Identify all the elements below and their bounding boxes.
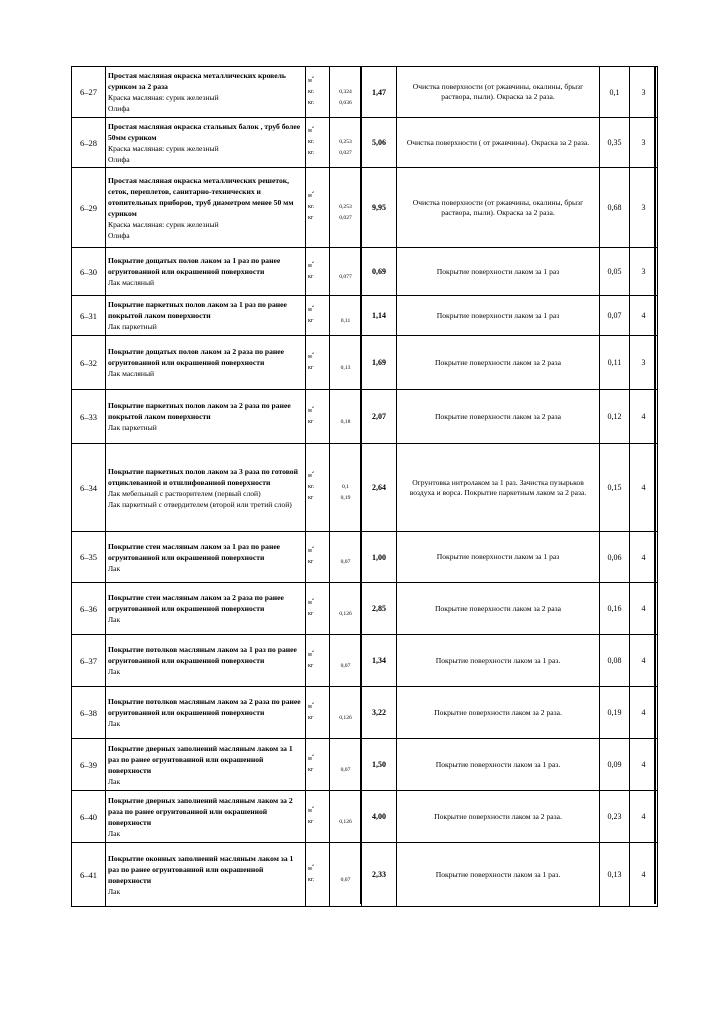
rate-code: 6–39 xyxy=(72,739,106,791)
unit-measure-exponent: 2 xyxy=(311,260,315,264)
labor-hours: 0,08 xyxy=(600,635,630,687)
rate-code: 6–38 xyxy=(72,687,106,739)
material-norm: 0,126 xyxy=(339,610,352,617)
material-norm: 0,07 xyxy=(340,559,351,565)
unit-column xyxy=(306,118,330,168)
norm-spacer xyxy=(330,754,361,765)
rate-price: 1,69 xyxy=(362,336,397,390)
rate-price: 1,00 xyxy=(362,532,397,583)
unit-measure-exponent: 2 xyxy=(311,75,315,79)
work-description xyxy=(106,248,306,296)
labor-hours: 0,23 xyxy=(600,791,630,843)
table-row xyxy=(72,583,658,635)
unit-column xyxy=(306,336,330,390)
material-name: Лак xyxy=(108,563,121,573)
rate-price: 0,69 xyxy=(362,248,397,296)
table-row xyxy=(72,791,658,843)
rate-price: 2,64 xyxy=(362,444,397,532)
right-margin-rule xyxy=(654,66,656,904)
work-title: Покрытие оконных заполнений масляным лаком за 1 раз по ранее огрунтованной или окрашенной поверхности xyxy=(108,853,294,885)
rate-code: 6–36 xyxy=(72,583,106,635)
norm-column xyxy=(330,843,362,907)
norm-spacer xyxy=(330,864,361,875)
worker-grade: 4 xyxy=(630,739,658,791)
rate-price: 2,33 xyxy=(362,843,397,907)
labor-hours: 0,07 xyxy=(600,296,630,336)
unit-measure-exponent: 2 xyxy=(311,191,315,194)
work-title: Покрытие дощатых полов лаком за 1 раз по ранее огрунтованной или окрашенной поверхности xyxy=(108,256,281,276)
material-unit: кг xyxy=(308,766,314,773)
unit-column xyxy=(306,444,330,532)
work-title: Покрытие дощатых полов лаком за 2 раза по ранее огрунтованной или окрашенной поверхности xyxy=(108,347,285,367)
work-content: Покрытие поверхности лаком за 1 раз xyxy=(397,296,600,336)
rate-code: 6–33 xyxy=(72,390,106,444)
unit-column xyxy=(306,739,330,791)
unit-measure-exponent: 2 xyxy=(311,126,315,129)
rate-price: 1,14 xyxy=(362,296,397,336)
unit-measure: $м^2$ xyxy=(308,260,315,269)
material-norm: 0,126 xyxy=(339,818,352,825)
labor-hours: 0,19 xyxy=(600,687,630,739)
unit-measure: $м^2$ xyxy=(308,597,315,606)
norm-spacer xyxy=(330,305,361,316)
material-unit: кг xyxy=(308,610,314,617)
material-norm: 0,19 xyxy=(340,495,351,501)
material-unit: кг xyxy=(308,215,314,221)
unit-measure: $м^2$ xyxy=(308,351,315,360)
material-name: Лак паркетный с отвердителем (второй или третий слой) xyxy=(108,499,292,509)
material-unit: кг. xyxy=(308,204,315,210)
norm-column xyxy=(330,296,362,336)
worker-grade: 4 xyxy=(630,791,658,843)
work-content: Очистка поверхности ( от ржавчины). Окраска за 2 раза. xyxy=(397,118,600,168)
work-content: Покрытие поверхности лаком за 2 раза xyxy=(397,336,600,390)
norm-spacer xyxy=(330,806,361,817)
work-title: Простая масляная окраска металлических решеток, сеток, переплетов, санитарно-технических и отопительных приборов, труб диаметром менее 50 мм суриком xyxy=(108,175,294,218)
material-name: Лак паркетный xyxy=(108,423,157,432)
work-content: Покрытие поверхности лаком за 1 раз. xyxy=(397,739,600,791)
work-content: Покрытие поверхности лаком за 2 раза xyxy=(397,583,600,635)
work-description xyxy=(106,635,306,687)
material-unit: кг. xyxy=(308,876,315,883)
unit-measure: $м^2$ xyxy=(308,649,315,658)
material-norm: 0,126 xyxy=(339,714,352,721)
work-title: Покрытие паркетных полов лаком за 3 раза по готовой отциклеванной и отшлифованной поверхности xyxy=(108,466,298,487)
rate-code: 6–41 xyxy=(72,843,106,907)
worker-grade: 3 xyxy=(630,248,658,296)
unit-column xyxy=(306,296,330,336)
norm-spacer xyxy=(330,598,361,609)
material-norm: 0,1 xyxy=(342,484,349,490)
unit-measure: $м^2$ xyxy=(308,863,315,872)
material-norm: 0,07 xyxy=(340,876,351,883)
norm-spacer xyxy=(330,650,361,661)
price-column-rule xyxy=(360,66,362,904)
worker-grade: 3 xyxy=(630,118,658,168)
work-title: Покрытие стен масляным лаком за 1 раз по ранее огрунтованной или окрашенной поверхности xyxy=(108,541,281,562)
material-unit: кг. xyxy=(308,99,315,106)
unit-column xyxy=(306,248,330,296)
material-norm: 0,07 xyxy=(340,766,351,773)
table-row xyxy=(72,687,658,739)
unit-measure-exponent: 2 xyxy=(311,351,315,355)
unit-column xyxy=(306,390,330,444)
rate-code: 6–30 xyxy=(72,248,106,296)
rate-price: 1,47 xyxy=(362,67,397,118)
norm-spacer xyxy=(330,261,361,272)
labor-hours: 0,15 xyxy=(600,444,630,532)
rates-table xyxy=(71,66,658,907)
material-name: Лак масляный xyxy=(108,278,155,287)
unit-measure-exponent: 2 xyxy=(311,649,315,653)
unit-measure: $м^2$ xyxy=(308,191,315,199)
worker-grade: 4 xyxy=(630,635,658,687)
material-unit: кг xyxy=(308,714,314,721)
material-norm: 0,027 xyxy=(339,150,352,156)
material-norm: 0,07 xyxy=(340,662,351,669)
work-title: Покрытие дверных заполнений масляным лаком за 2 раза по ранее огрунтованной или окрашенной поверхности xyxy=(108,795,293,827)
rate-price: 9,95 xyxy=(362,168,397,248)
material-name: Лак паркетный xyxy=(108,322,157,331)
norm-spacer xyxy=(330,126,361,137)
unit-measure-exponent: 2 xyxy=(311,546,315,549)
unit-measure-exponent: 2 xyxy=(311,863,315,867)
material-norm: 0,11 xyxy=(340,317,351,324)
norm-spacer xyxy=(330,191,361,202)
norm-column xyxy=(330,390,362,444)
labor-hours: 0,09 xyxy=(600,739,630,791)
table-row xyxy=(72,168,658,248)
norm-column xyxy=(330,168,362,248)
work-description xyxy=(106,444,306,532)
rate-code: 6–37 xyxy=(72,635,106,687)
work-content: Покрытие поверхности лаком за 1 раз xyxy=(397,248,600,296)
norm-spacer xyxy=(330,471,361,482)
table-row xyxy=(72,390,658,444)
material-norm: 0,324 xyxy=(339,88,352,95)
material-name: Лак масляный xyxy=(108,369,155,378)
unit-measure: $м^2$ xyxy=(308,805,315,814)
work-content: Огрунтовка нитролаком за 1 раз. Зачистка пузырьков воздуха и ворса. Покрытие паркетным лаком за 2 раза. xyxy=(397,444,600,532)
work-content: Покрытие поверхности лаком за 2 раза xyxy=(397,390,600,444)
rate-price: 2,85 xyxy=(362,583,397,635)
work-description xyxy=(106,67,306,118)
unit-column xyxy=(306,532,330,583)
work-content: Покрытие поверхности лаком за 2 раза. xyxy=(397,791,600,843)
worker-grade: 4 xyxy=(630,843,658,907)
worker-grade: 4 xyxy=(630,390,658,444)
material-norm: 0,13 xyxy=(340,364,351,371)
work-content: Покрытие поверхности лаком за 1 раз. xyxy=(397,635,600,687)
material-norm: 0,253 xyxy=(339,204,352,210)
norm-column xyxy=(330,67,362,118)
norm-column xyxy=(330,791,362,843)
rate-price: 5,06 xyxy=(362,118,397,168)
table-row xyxy=(72,843,658,907)
rate-price: 4,00 xyxy=(362,791,397,843)
work-content: Очистка поверхности (от ржавчины, окалины, брызг раствора, пыли). Окраска за 2 раза. xyxy=(397,67,600,118)
worker-grade: 4 xyxy=(630,296,658,336)
labor-hours: 0,12 xyxy=(600,390,630,444)
work-description xyxy=(106,168,306,248)
rate-code: 6–31 xyxy=(72,296,106,336)
unit-column xyxy=(306,635,330,687)
norm-column xyxy=(330,635,362,687)
norm-column xyxy=(330,118,362,168)
table-row xyxy=(72,67,658,118)
norm-column xyxy=(330,687,362,739)
labor-hours: 0,35 xyxy=(600,118,630,168)
norm-column xyxy=(330,532,362,583)
rate-price: 1,34 xyxy=(362,635,397,687)
work-description xyxy=(106,583,306,635)
worker-grade: 3 xyxy=(630,67,658,118)
material-name: Лак xyxy=(108,828,121,838)
material-norm: 0,253 xyxy=(339,139,352,145)
unit-measure-exponent: 2 xyxy=(311,304,315,308)
material-name: Лак xyxy=(108,667,121,676)
unit-measure-exponent: 2 xyxy=(311,753,315,757)
work-content: Покрытие поверхности лаком за 1 раз. xyxy=(397,843,600,907)
rate-code: 6–34 xyxy=(72,444,106,532)
unit-measure: $м^2$ xyxy=(308,471,315,479)
unit-column xyxy=(306,67,330,118)
table-row xyxy=(72,444,658,532)
unit-measure: $м^2$ xyxy=(308,753,315,762)
unit-column xyxy=(306,843,330,907)
material-name: Олифа xyxy=(108,104,130,113)
worker-grade: 4 xyxy=(630,532,658,583)
work-title: Покрытие паркетных полов лаком за 2 раза по ранее покрытой лаком поверхности xyxy=(108,401,291,421)
work-description xyxy=(106,687,306,739)
worker-grade: 4 xyxy=(630,687,658,739)
unit-column xyxy=(306,168,330,248)
work-description xyxy=(106,532,306,583)
work-title: Простая масляная окраска металлических кровель суриком за 2 раза xyxy=(108,71,286,91)
material-unit: кг. xyxy=(308,139,315,145)
material-norm: 0,036 xyxy=(339,99,352,106)
material-norm: 0,18 xyxy=(340,418,351,425)
table-row xyxy=(72,739,658,791)
worker-grade: 4 xyxy=(630,583,658,635)
unit-column xyxy=(306,791,330,843)
labor-hours: 0,68 xyxy=(600,168,630,248)
material-name: Краска масляная: сурик железный xyxy=(108,93,219,102)
rate-code: 6–40 xyxy=(72,791,106,843)
worker-grade: 3 xyxy=(630,336,658,390)
unit-measure: $м^2$ xyxy=(308,304,315,313)
rate-code: 6–35 xyxy=(72,532,106,583)
norm-column xyxy=(330,444,362,532)
material-unit: кг. xyxy=(308,150,315,156)
norm-column xyxy=(330,583,362,635)
material-unit: кг. xyxy=(308,88,315,95)
rate-price: 1,50 xyxy=(362,739,397,791)
material-name: Краска масляная: сурик железный xyxy=(108,219,219,229)
norm-column xyxy=(330,248,362,296)
material-name: Лак xyxy=(108,719,121,728)
work-title: Покрытие потолков масляным лаком за 2 раза по ранее огрунтованной или окрашенной поверхности xyxy=(108,697,301,717)
worker-grade: 4 xyxy=(630,444,658,532)
work-title: Покрытие дверных заполнений масляным лаком за 1 раз по ранее огрунтованной или окрашенной поверхности xyxy=(108,743,293,775)
material-norm: 0,077 xyxy=(339,273,352,280)
work-description xyxy=(106,390,306,444)
material-name: Лак мебельный с растворителем (первый слой) xyxy=(108,488,261,498)
material-norm: 0,027 xyxy=(339,215,352,221)
material-unit: кг xyxy=(308,317,314,324)
unit-column xyxy=(306,687,330,739)
work-title: Покрытие стен масляным лаком за 2 раза по ранее огрунтованной или окрашенной поверхности xyxy=(108,593,284,613)
unit-measure: $м^2$ xyxy=(308,701,315,710)
rates-sheet xyxy=(71,66,657,907)
norm-spacer xyxy=(330,546,361,557)
material-name: Лак xyxy=(108,886,121,896)
material-unit: кг xyxy=(308,495,314,501)
table-row xyxy=(72,635,658,687)
work-description xyxy=(106,739,306,791)
work-description xyxy=(106,336,306,390)
material-unit: кг xyxy=(308,662,314,669)
rate-code: 6–28 xyxy=(72,118,106,168)
unit-measure-exponent: 2 xyxy=(311,805,315,809)
work-description xyxy=(106,118,306,168)
rate-price: 2,07 xyxy=(362,390,397,444)
unit-measure: $м^2$ xyxy=(308,405,315,414)
work-content: Очистка поверхности (от ржавчины, окалины, брызг раствора, пыли). Окраска за 2 раза. xyxy=(397,168,600,248)
norm-spacer xyxy=(330,352,361,363)
norm-column xyxy=(330,336,362,390)
work-description xyxy=(106,843,306,907)
material-unit: кг xyxy=(308,818,314,825)
material-name: Олифа xyxy=(108,154,130,164)
labor-hours: 0,13 xyxy=(600,843,630,907)
table-row xyxy=(72,336,658,390)
unit-measure: $м^2$ xyxy=(308,126,315,134)
unit-measure: $м^2$ xyxy=(308,75,315,84)
material-unit: кг xyxy=(308,559,314,565)
work-title: Покрытие потолков масляным лаком за 1 раз по ранее огрунтованной или окрашенной поверхности xyxy=(108,645,297,665)
rates-table-body xyxy=(72,67,658,907)
work-content: Покрытие поверхности лаком за 1 раз xyxy=(397,532,600,583)
material-name: Олифа xyxy=(108,230,130,240)
rate-code: 6–32 xyxy=(72,336,106,390)
work-content: Покрытие поверхности лаком за 2 раза. xyxy=(397,687,600,739)
worker-grade: 3 xyxy=(630,168,658,248)
labor-hours: 0,16 xyxy=(600,583,630,635)
labor-hours: 0,1 xyxy=(600,67,630,118)
unit-measure-exponent: 2 xyxy=(311,701,315,705)
material-name: Краска масляная: сурик железный xyxy=(108,143,219,153)
norm-spacer xyxy=(330,702,361,713)
labor-hours: 0,11 xyxy=(600,336,630,390)
unit-measure-exponent: 2 xyxy=(311,597,315,601)
material-unit: кг. xyxy=(308,484,315,490)
rate-code: 6–27 xyxy=(72,67,106,118)
table-row xyxy=(72,532,658,583)
norm-spacer xyxy=(330,406,361,417)
material-unit: кг xyxy=(308,273,314,280)
work-description xyxy=(106,791,306,843)
work-description xyxy=(106,296,306,336)
unit-measure-exponent: 2 xyxy=(311,471,315,474)
rate-price: 3,22 xyxy=(362,687,397,739)
labor-hours: 0,05 xyxy=(600,248,630,296)
unit-measure-exponent: 2 xyxy=(311,405,315,409)
norm-spacer xyxy=(330,76,361,87)
material-name: Лак xyxy=(108,615,121,624)
unit-column xyxy=(306,583,330,635)
labor-hours: 0,06 xyxy=(600,532,630,583)
table-row xyxy=(72,248,658,296)
norm-column xyxy=(330,739,362,791)
material-name: Лак xyxy=(108,776,121,786)
table-row xyxy=(72,118,658,168)
material-unit: кг xyxy=(308,364,314,371)
table-row xyxy=(72,296,658,336)
material-unit: кг xyxy=(308,418,314,425)
rate-code: 6–29 xyxy=(72,168,106,248)
work-title: Покрытие паркетных полов лаком за 1 раз по ранее покрытой лаком поверхности xyxy=(108,300,287,320)
work-title: Простая масляная окраска стальных балок , труб более 50мм суриком xyxy=(108,121,301,142)
unit-measure: $м^2$ xyxy=(308,546,315,554)
